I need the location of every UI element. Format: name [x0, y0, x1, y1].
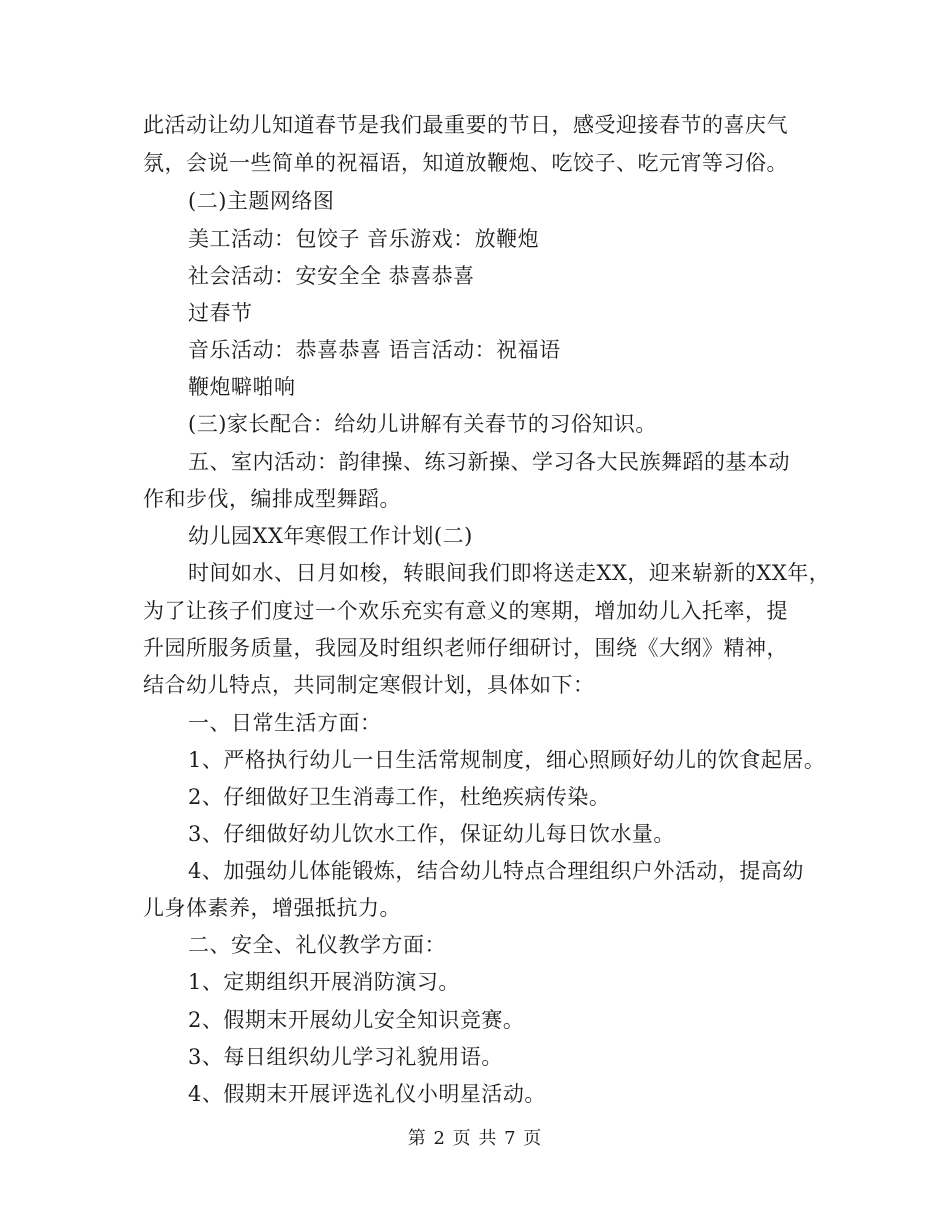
text-line-2: 氛，会说一些简单的祝福语，知道放鞭炮、吃饺子、吃元宵等习俗。 — [143, 151, 788, 175]
section-heading: (二)主题网络图 — [188, 189, 335, 213]
page-footer — [0, 1127, 950, 1151]
list-item: 1、定期组织开展消防演习。 — [188, 970, 460, 994]
text-line-7: 音乐活动：恭喜恭喜 语言活动：祝福语 — [188, 338, 561, 362]
text-line-1: 此活动让幼儿知道春节是我们最重要的节日，感受迎接春节的喜庆气 — [143, 113, 788, 137]
text-line-10: 五、室内活动：韵律操、练习新操、学习各大民族舞蹈的基本动 — [188, 450, 790, 474]
text-line-22: 儿身体素养，增强抵抗力。 — [143, 896, 401, 920]
section-heading: 一、日常生活方面： — [188, 711, 382, 735]
text-line-13: 时间如水、日月如梭，转眼间我们即将送走XX，迎来崭新的XX年， — [188, 561, 831, 585]
list-item: 2、仔细做好卫生消毒工作，杜绝疾病传染。 — [188, 785, 611, 809]
text-line-6: 过春节 — [188, 301, 253, 325]
text-line-8: 鞭炮噼啪响 — [188, 375, 296, 399]
list-item: 4、加强幼儿体能锻炼，结合幼儿特点合理组织户外活动，提高幼 — [188, 859, 804, 883]
list-item: 3、仔细做好幼儿饮水工作，保证幼儿每日饮水量。 — [188, 822, 675, 846]
list-item: 3、每日组织幼儿学习礼貌用语。 — [188, 1045, 503, 1069]
page-number-label: 第 2 页 共 7 页 — [407, 1128, 543, 1149]
section-heading: (三)家长配合：给幼儿讲解有关春节的习俗知识。 — [188, 412, 657, 436]
text-line-14: 为了让孩子们度过一个欢乐充实有意义的寒期，增加幼儿入托率，提 — [143, 599, 788, 623]
list-item: 1、严格执行幼儿一日生活常规制度，细心照顾好幼儿的饮食起居。 — [188, 748, 826, 772]
list-item: 2、假期末开展幼儿安全知识竞赛。 — [188, 1008, 525, 1032]
text-line-15: 升园所服务质量，我园及时组织老师仔细研讨，围绕《大纲》精神， — [143, 636, 788, 660]
list-item: 4、假期末开展评选礼仪小明星活动。 — [188, 1082, 546, 1106]
text-line-5: 社会活动：安安全全 恭喜恭喜 — [188, 264, 475, 288]
document-title: 幼儿园XX年寒假工作计划(二) — [188, 524, 473, 548]
text-line-11: 作和步伐，编排成型舞蹈。 — [143, 487, 401, 511]
section-heading: 二、安全、礼仪教学方面： — [188, 933, 446, 957]
text-line-4: 美工活动：包饺子 音乐游戏：放鞭炮 — [188, 227, 540, 251]
text-line-16: 结合幼儿特点，共同制定寒假计划，具体如下： — [143, 673, 595, 697]
